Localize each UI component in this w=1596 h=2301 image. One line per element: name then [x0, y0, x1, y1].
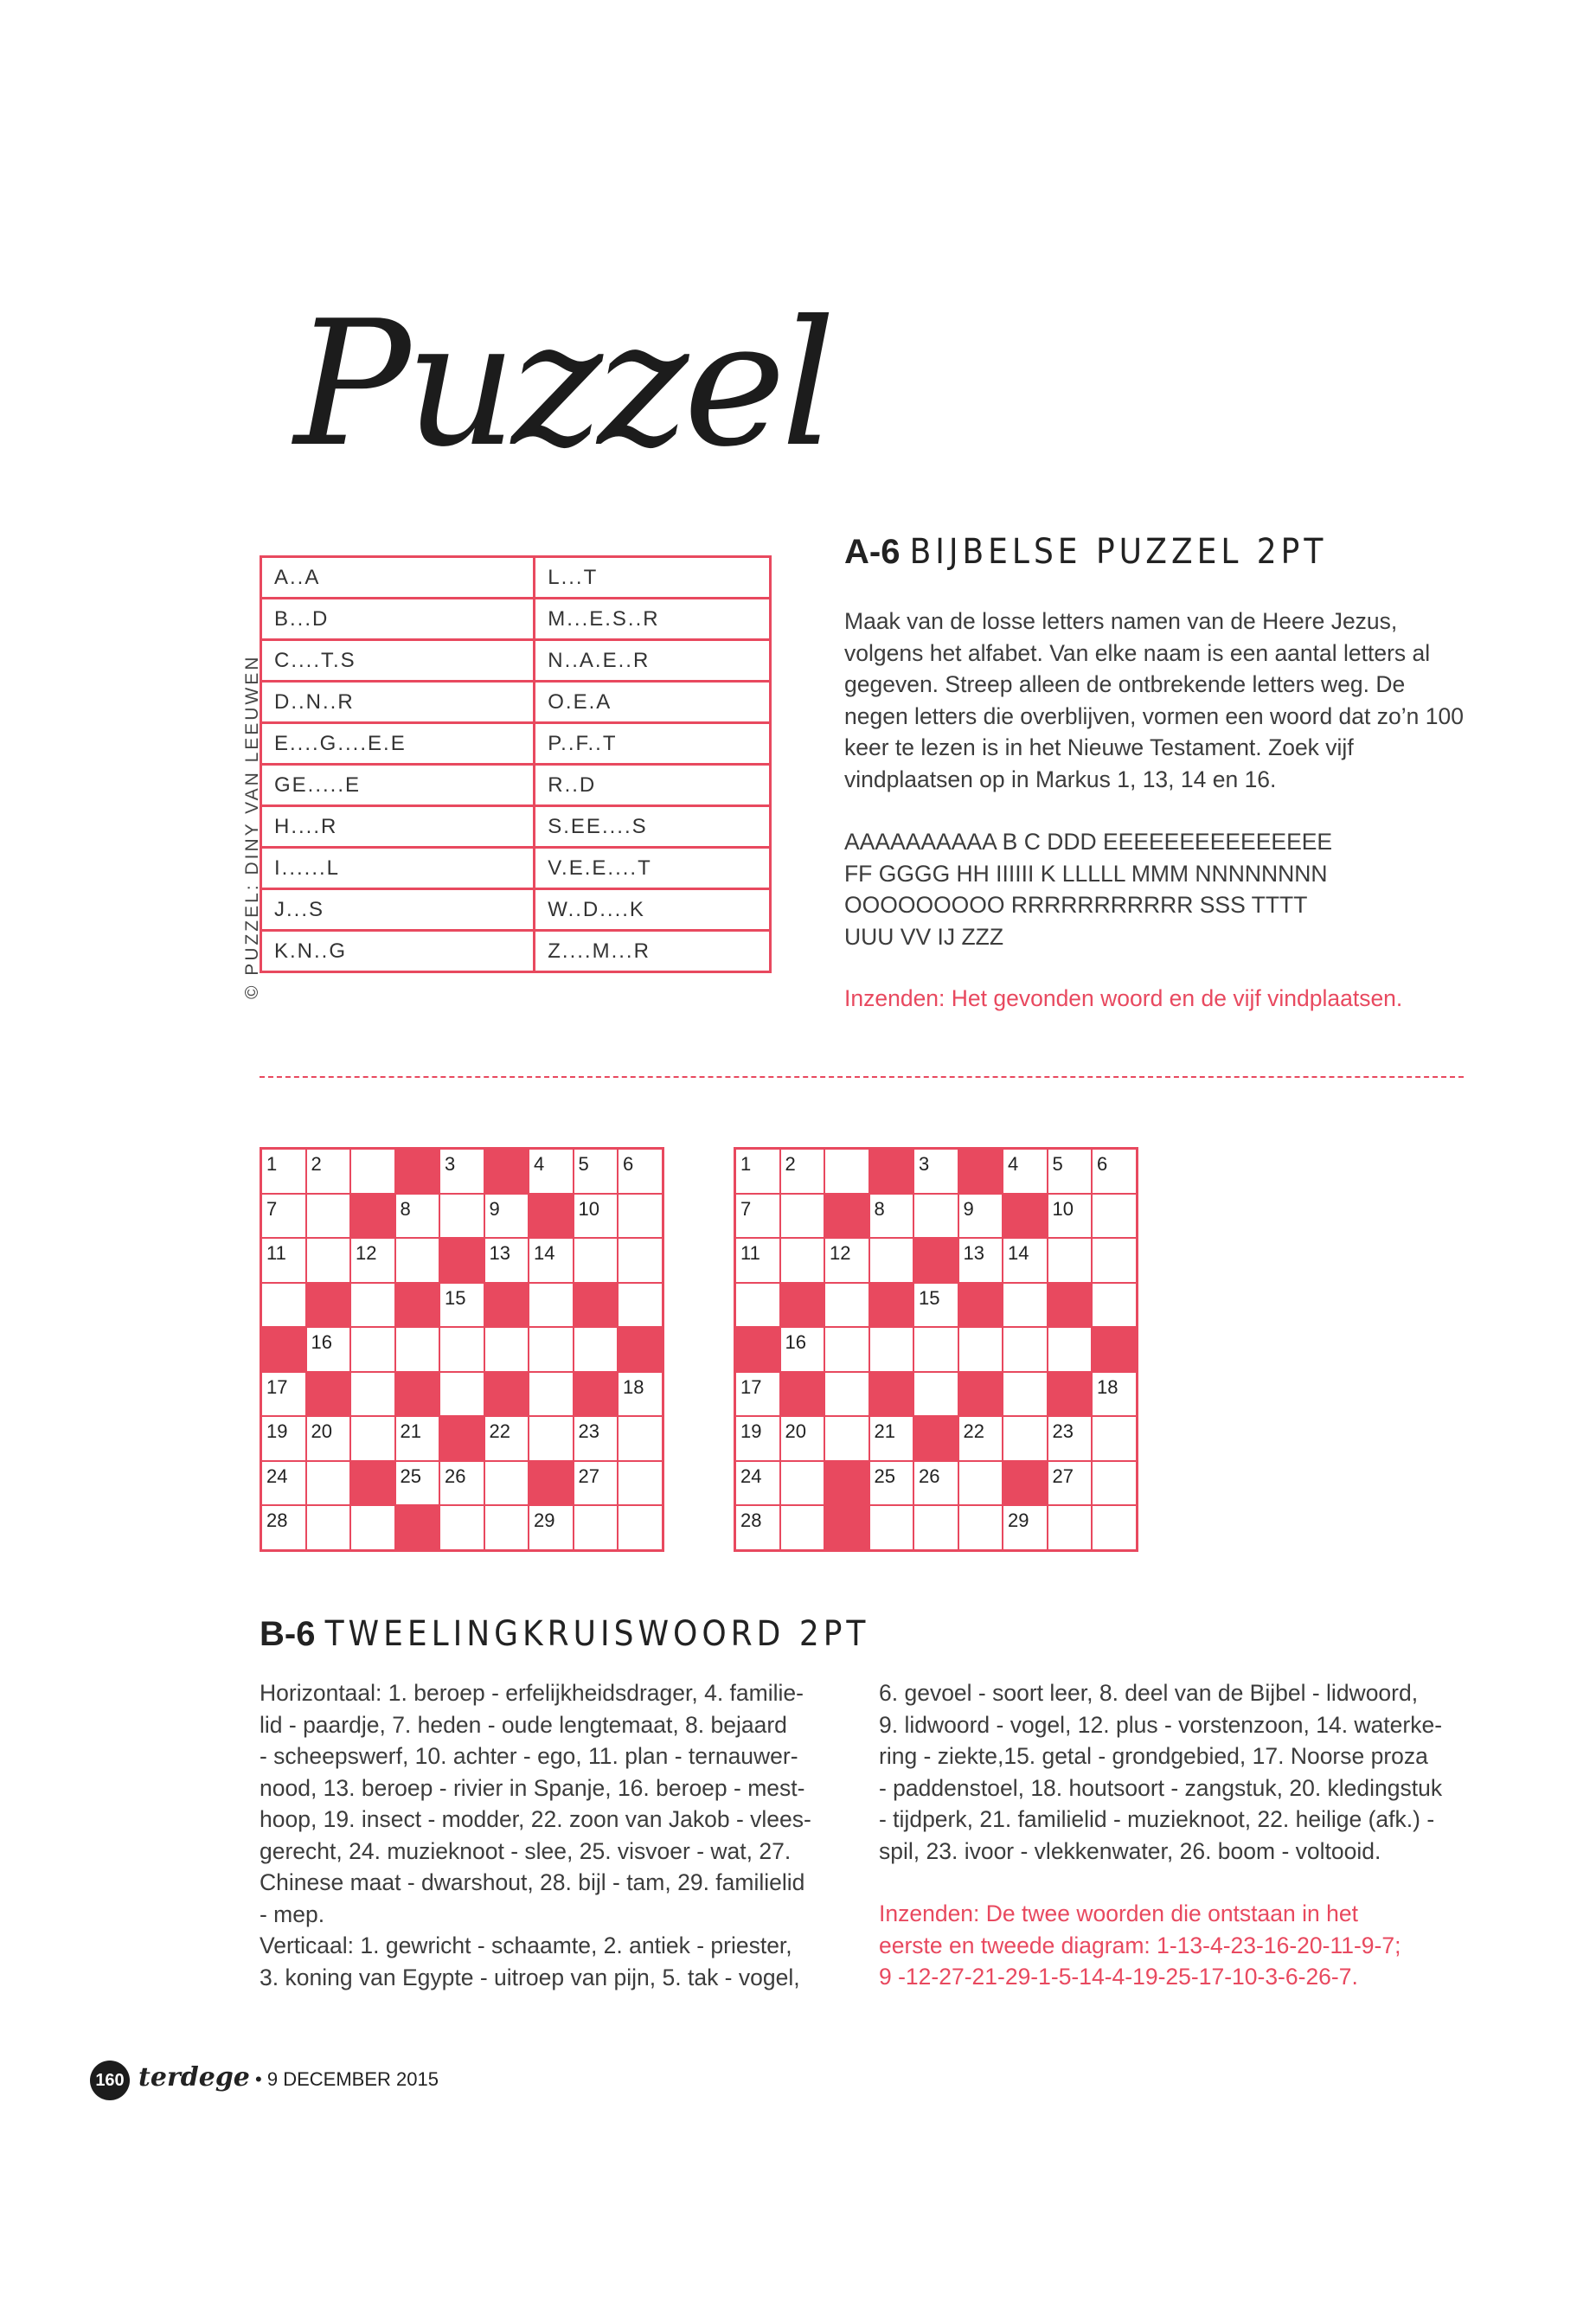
- grid-cell[interactable]: [780, 1505, 825, 1550]
- clue-number: 27: [578, 1465, 599, 1487]
- grid-cell[interactable]: [350, 1416, 395, 1461]
- grid-block: [913, 1416, 958, 1461]
- grid-cell[interactable]: [1003, 1283, 1048, 1328]
- grid-cell[interactable]: [958, 1327, 1003, 1372]
- names-cell: N..A.E..R: [535, 640, 771, 682]
- grid-cell[interactable]: [306, 1505, 351, 1550]
- grid-cell[interactable]: [913, 1149, 958, 1194]
- grid-block: [574, 1283, 619, 1328]
- names-cell: I......L: [261, 848, 535, 889]
- clue-number: 6: [623, 1153, 634, 1175]
- grid-cell[interactable]: [395, 1327, 440, 1372]
- crossword-grid-left: [260, 1147, 664, 1552]
- clue-number: 18: [1097, 1375, 1118, 1398]
- grid-cell[interactable]: [574, 1505, 619, 1550]
- names-cell: C....T.S: [261, 640, 535, 682]
- grid-cell[interactable]: [735, 1461, 780, 1506]
- names-cell: Z....M...R: [535, 931, 771, 972]
- grid-cell[interactable]: [735, 1194, 780, 1239]
- names-row: [261, 557, 771, 599]
- grid-cell[interactable]: [350, 1238, 395, 1283]
- grid-block: [824, 1194, 869, 1239]
- grid-block: [261, 1327, 306, 1372]
- grid-cell[interactable]: [869, 1461, 914, 1506]
- grid-block: [958, 1149, 1003, 1194]
- names-cell: S.EE....S: [535, 806, 771, 848]
- grid-cell[interactable]: [1048, 1149, 1093, 1194]
- names-cell: V.E.E....T: [535, 848, 771, 889]
- footer-separator: •: [255, 2068, 262, 2090]
- grid-cell[interactable]: [618, 1194, 663, 1239]
- clue-number: 8: [400, 1197, 411, 1220]
- puzzle-a-submit: Inzenden: Het gevonden woord en de vijf vindplaatsen.: [844, 985, 1403, 1011]
- names-cell: J...S: [261, 889, 535, 931]
- clue-number: 1: [740, 1153, 752, 1175]
- grid-cell[interactable]: [1092, 1505, 1137, 1550]
- grid-cell[interactable]: [484, 1327, 529, 1372]
- puzzle-a-heading: [844, 532, 1327, 572]
- grid-cell[interactable]: [261, 1461, 306, 1506]
- grid-cell[interactable]: [1092, 1372, 1137, 1417]
- clue-number: 22: [963, 1420, 984, 1442]
- clue-line: - mep.: [260, 1900, 325, 1927]
- grid-cell[interactable]: [780, 1416, 825, 1461]
- names-row: [261, 931, 771, 972]
- grid-cell[interactable]: [439, 1327, 484, 1372]
- grid-cell[interactable]: [395, 1416, 440, 1461]
- grid-block: [350, 1194, 395, 1239]
- clues-right: [879, 1677, 1476, 1867]
- puzzle-credit: © PUZZEL: DINY VAN LEEUWEN: [242, 654, 262, 999]
- clue-number: 28: [266, 1509, 288, 1531]
- grid-block: [350, 1461, 395, 1506]
- grid-block: [395, 1149, 440, 1194]
- clue-line: - paddenstoel, 18. houtsoort - zangstuk, 20. kledingstuk: [879, 1774, 1443, 1801]
- names-row: [261, 640, 771, 682]
- grid-cell[interactable]: [618, 1461, 663, 1506]
- grid-block: [1048, 1283, 1093, 1328]
- clue-number: 22: [489, 1420, 510, 1442]
- grid-cell[interactable]: [1003, 1372, 1048, 1417]
- grid-cell[interactable]: [1003, 1149, 1048, 1194]
- names-cell: A..A: [261, 557, 535, 599]
- clue-number: 15: [919, 1286, 940, 1309]
- puzzle-a-title: BIJBELSE PUZZEL 2PT: [909, 532, 1328, 572]
- clue-number: 2: [311, 1153, 322, 1175]
- clue-line: 6. gevoel - soort leer, 8. deel van de Bijbel - lidwoord,: [879, 1680, 1419, 1706]
- grid-cell[interactable]: [958, 1194, 1003, 1239]
- puzzle-b-code: B-6: [260, 1615, 316, 1653]
- names-cell: L...T: [535, 557, 771, 599]
- grid-cell[interactable]: [1048, 1416, 1093, 1461]
- puzzle-a-letters: [844, 826, 1467, 952]
- names-cell: GE.....E: [261, 765, 535, 806]
- clue-line: ring - ziekte,15. getal - grondgebied, 17. Noorse proza: [879, 1743, 1428, 1769]
- page-title: Puzzel: [294, 284, 831, 485]
- names-cell: P..F..T: [535, 723, 771, 765]
- grid-block: [395, 1372, 440, 1417]
- clue-number: 10: [1052, 1197, 1074, 1220]
- grid-block: [824, 1461, 869, 1506]
- grid-cell[interactable]: [1092, 1416, 1137, 1461]
- letters-line: FF GGGG HH IIIIII K LLLLL MMM NNNNNNNN: [844, 860, 1328, 887]
- grid-block: [484, 1283, 529, 1328]
- clue-line: 9. lidwoord - vogel, 12. plus - vorstenzoon, 14. waterke-: [879, 1711, 1443, 1738]
- grid-cell[interactable]: [484, 1505, 529, 1550]
- grid-cell[interactable]: [1048, 1461, 1093, 1506]
- clue-line: - tijdperk, 21. familielid - muzieknoot, 22. heilige (afk.) -: [879, 1806, 1435, 1832]
- grid-cell[interactable]: [1092, 1149, 1137, 1194]
- clue-number: 19: [266, 1420, 288, 1442]
- puzzle-b-heading: [260, 1614, 869, 1654]
- grid-cell[interactable]: [574, 1416, 619, 1461]
- grid-cell[interactable]: [529, 1238, 574, 1283]
- grid-cell[interactable]: [439, 1194, 484, 1239]
- puzzle-a-code: A-6: [844, 533, 901, 571]
- clue-number: 14: [534, 1242, 555, 1264]
- grid-cell[interactable]: [913, 1461, 958, 1506]
- grid-cell[interactable]: [958, 1461, 1003, 1506]
- names-row: [261, 806, 771, 848]
- names-cell: O.E.A: [535, 682, 771, 723]
- grid-cell[interactable]: [1048, 1194, 1093, 1239]
- grid-cell[interactable]: [529, 1283, 574, 1328]
- grid-cell[interactable]: [735, 1505, 780, 1550]
- clue-line: Horizontaal: 1. beroep - erfelijkheidsdrager, 4. familie-: [260, 1680, 804, 1706]
- grid-cell[interactable]: [913, 1327, 958, 1372]
- grid-cell[interactable]: [780, 1461, 825, 1506]
- grid-cell[interactable]: [529, 1327, 574, 1372]
- grid-cell[interactable]: [529, 1372, 574, 1417]
- clue-line: gerecht, 24. muzieknoot - slee, 25. visvoer - wat, 27.: [260, 1837, 792, 1864]
- names-cell: D..N..R: [261, 682, 535, 723]
- clue-number: 16: [785, 1331, 806, 1353]
- grid-block: [958, 1283, 1003, 1328]
- grid-cell[interactable]: [869, 1194, 914, 1239]
- grid-cell[interactable]: [306, 1238, 351, 1283]
- names-row: [261, 599, 771, 640]
- grid-cell[interactable]: [395, 1461, 440, 1506]
- grid-block: [395, 1505, 440, 1550]
- clue-number: 13: [963, 1242, 984, 1264]
- grid-block: [529, 1194, 574, 1239]
- grid-cell[interactable]: [529, 1416, 574, 1461]
- grid-block: [869, 1283, 914, 1328]
- grid-cell[interactable]: [484, 1238, 529, 1283]
- grid-cell[interactable]: [824, 1149, 869, 1194]
- clue-line: hoop, 19. insect - modder, 22. zoon van Jakob - vlees-: [260, 1806, 811, 1832]
- names-row: [261, 765, 771, 806]
- grid-cell[interactable]: [618, 1238, 663, 1283]
- clue-number: 15: [445, 1286, 466, 1309]
- grid-cell[interactable]: [618, 1372, 663, 1417]
- clue-number: 4: [1008, 1153, 1019, 1175]
- clue-number: 12: [830, 1242, 851, 1264]
- grid-cell[interactable]: [574, 1149, 619, 1194]
- grid-cell[interactable]: [735, 1238, 780, 1283]
- grid-cell[interactable]: [439, 1505, 484, 1550]
- puzzle-b-title: TWEELINGKRUISWOORD 2PT: [324, 1614, 870, 1654]
- grid-cell[interactable]: [869, 1238, 914, 1283]
- names-table: [260, 555, 772, 973]
- grid-cell[interactable]: [1092, 1283, 1137, 1328]
- grid-cell[interactable]: [1003, 1327, 1048, 1372]
- grid-cell[interactable]: [913, 1372, 958, 1417]
- clue-number: 3: [919, 1153, 930, 1175]
- clue-number: 2: [785, 1153, 796, 1175]
- clue-number: 21: [874, 1420, 895, 1442]
- magazine-name: terdege: [138, 2062, 250, 2093]
- grid-cell[interactable]: [824, 1238, 869, 1283]
- grid-cell[interactable]: [395, 1238, 440, 1283]
- grid-cell[interactable]: [350, 1149, 395, 1194]
- clue-number: 4: [534, 1153, 545, 1175]
- grid-block: [306, 1283, 351, 1328]
- grid-block: [824, 1505, 869, 1550]
- submit-line: eerste en tweede diagram: 1-13-4-23-16-20-11-9-7;: [879, 1932, 1401, 1958]
- grid-cell[interactable]: [1003, 1238, 1048, 1283]
- grid-block: [1048, 1372, 1093, 1417]
- grid-cell[interactable]: [439, 1283, 484, 1328]
- grid-block: [439, 1238, 484, 1283]
- grid-cell[interactable]: [439, 1461, 484, 1506]
- clue-number: 13: [489, 1242, 510, 1264]
- clue-number: 5: [1052, 1153, 1063, 1175]
- grid-cell[interactable]: [261, 1416, 306, 1461]
- grid-cell[interactable]: [780, 1194, 825, 1239]
- grid-cell[interactable]: [484, 1461, 529, 1506]
- names-cell: W..D....K: [535, 889, 771, 931]
- clue-number: 11: [740, 1242, 760, 1264]
- grid-block: [1003, 1194, 1048, 1239]
- grid-cell[interactable]: [261, 1149, 306, 1194]
- names-cell: M...E.S..R: [535, 599, 771, 640]
- clue-number: 27: [1052, 1465, 1074, 1487]
- clue-number: 5: [578, 1153, 589, 1175]
- grid-cell[interactable]: [306, 1461, 351, 1506]
- grid-cell[interactable]: [735, 1149, 780, 1194]
- clue-number: 21: [400, 1420, 421, 1442]
- grid-cell[interactable]: [350, 1372, 395, 1417]
- grid-cell[interactable]: [1048, 1327, 1093, 1372]
- grid-cell[interactable]: [869, 1416, 914, 1461]
- grid-cell[interactable]: [306, 1327, 351, 1372]
- grid-block: [439, 1416, 484, 1461]
- grid-cell[interactable]: [350, 1505, 395, 1550]
- grid-cell[interactable]: [1092, 1194, 1137, 1239]
- grid-cell[interactable]: [1003, 1505, 1048, 1550]
- grid-cell[interactable]: [824, 1372, 869, 1417]
- grid-cell[interactable]: [780, 1238, 825, 1283]
- names-cell: E....G....E.E: [261, 723, 535, 765]
- grid-cell[interactable]: [261, 1372, 306, 1417]
- grid-cell[interactable]: [1048, 1238, 1093, 1283]
- clue-number: 20: [785, 1420, 806, 1442]
- grid-block: [1092, 1327, 1137, 1372]
- grid-cell[interactable]: [1003, 1416, 1048, 1461]
- names-cell: R..D: [535, 765, 771, 806]
- clue-line: nood, 13. beroep - rivier in Spanje, 16. beroep - mest-: [260, 1774, 805, 1801]
- grid-cell[interactable]: [824, 1327, 869, 1372]
- grid-cell[interactable]: [958, 1505, 1003, 1550]
- clue-number: 23: [578, 1420, 599, 1442]
- grid-cell[interactable]: [618, 1149, 663, 1194]
- names-row: [261, 682, 771, 723]
- grid-cell[interactable]: [439, 1372, 484, 1417]
- grid-cell[interactable]: [261, 1194, 306, 1239]
- grid-block: [529, 1461, 574, 1506]
- letters-line: UUU VV IJ ZZZ: [844, 923, 1004, 950]
- puzzle-a-intro: Maak van de losse letters namen van de Heere Jezus, volgens het alfabet. Van elke naam is een aantal letters al gegeven. Streep alleen de ontbrekende letters weg. De negen letters die overblijven, vormen een woord dat zo’n 100 keer te lezen is in het Nieuwe Testament. Zoek vijf vindplaatsen op in Markus 1, 13, 14 en 16.: [844, 608, 1464, 792]
- clue-line: Chinese maat - dwarshout, 28. bijl - tam, 29. familielid: [260, 1869, 805, 1895]
- grid-cell[interactable]: [618, 1505, 663, 1550]
- clue-number: 14: [1008, 1242, 1029, 1264]
- grid-block: [869, 1372, 914, 1417]
- grid-block: [780, 1372, 825, 1417]
- grid-cell[interactable]: [574, 1194, 619, 1239]
- section-divider: [260, 1076, 1464, 1078]
- grid-cell[interactable]: [780, 1149, 825, 1194]
- grid-block: [1003, 1461, 1048, 1506]
- clue-number: 6: [1097, 1153, 1108, 1175]
- clue-number: 19: [740, 1420, 762, 1442]
- grid-block: [735, 1327, 780, 1372]
- grid-cell[interactable]: [735, 1283, 780, 1328]
- grid-block: [306, 1372, 351, 1417]
- footer-masthead: [138, 2062, 439, 2093]
- submit-line: 9 -12-27-21-29-1-5-14-4-19-25-17-10-3-6-26-7.: [879, 1964, 1358, 1990]
- grid-cell[interactable]: [574, 1461, 619, 1506]
- grid-cell[interactable]: [824, 1283, 869, 1328]
- grid-cell[interactable]: [913, 1283, 958, 1328]
- grid-cell[interactable]: [958, 1416, 1003, 1461]
- grid-cell[interactable]: [1092, 1238, 1137, 1283]
- grid-cell[interactable]: [439, 1149, 484, 1194]
- grid-cell[interactable]: [261, 1505, 306, 1550]
- grid-cell[interactable]: [618, 1416, 663, 1461]
- clue-number: 10: [578, 1197, 599, 1220]
- grid-cell[interactable]: [350, 1283, 395, 1328]
- grid-cell[interactable]: [484, 1194, 529, 1239]
- crossword-grid-right: [734, 1147, 1138, 1552]
- grid-cell[interactable]: [574, 1238, 619, 1283]
- clue-line: - scheepswerf, 10. achter - ego, 11. plan - ternauwer-: [260, 1743, 798, 1769]
- clue-number: 26: [445, 1465, 466, 1487]
- names-row: [261, 889, 771, 931]
- names-cell: H....R: [261, 806, 535, 848]
- grid-cell[interactable]: [1048, 1505, 1093, 1550]
- grid-cell[interactable]: [618, 1283, 663, 1328]
- clue-number: 25: [874, 1465, 895, 1487]
- grid-block: [913, 1238, 958, 1283]
- clue-number: 9: [963, 1197, 974, 1220]
- grid-cell[interactable]: [529, 1505, 574, 1550]
- clue-number: 7: [740, 1197, 752, 1220]
- clue-number: 18: [623, 1375, 644, 1398]
- grid-cell[interactable]: [574, 1327, 619, 1372]
- issue-date: 9 DECEMBER 2015: [266, 2068, 439, 2090]
- clue-number: 12: [356, 1242, 377, 1264]
- grid-cell[interactable]: [395, 1194, 440, 1239]
- submit-line: Inzenden: De twee woorden die ontstaan in het: [879, 1900, 1358, 1926]
- letters-line: OOOOOOOOO RRRRRRRRRRR SSS TTTT: [844, 892, 1308, 918]
- grid-block: [484, 1372, 529, 1417]
- clue-number: 16: [311, 1331, 332, 1353]
- clue-number: 23: [1052, 1420, 1074, 1442]
- clue-line: spil, 23. ivoor - vlekkenwater, 26. boom - voltooid.: [879, 1837, 1381, 1864]
- clue-number: 17: [740, 1375, 762, 1398]
- clue-number: 3: [445, 1153, 456, 1175]
- grid-cell[interactable]: [958, 1238, 1003, 1283]
- clue-number: 25: [400, 1465, 421, 1487]
- grid-cell[interactable]: [484, 1416, 529, 1461]
- puzzle-b-submit: [879, 1898, 1476, 1993]
- grid-block: [484, 1149, 529, 1194]
- names-row: [261, 723, 771, 765]
- clue-number: 20: [311, 1420, 332, 1442]
- grid-cell[interactable]: [913, 1194, 958, 1239]
- clue-number: 29: [1008, 1509, 1029, 1531]
- grid-cell[interactable]: [913, 1505, 958, 1550]
- letters-line: AAAAAAAAAA B C DDD EEEEEEEEEEEEEEE: [844, 829, 1333, 855]
- clue-number: 11: [266, 1242, 286, 1264]
- grid-cell[interactable]: [1092, 1461, 1137, 1506]
- clue-line: Verticaal: 1. gewricht - schaamte, 2. antiek - priester,: [260, 1932, 792, 1958]
- clue-number: 9: [489, 1197, 500, 1220]
- clue-number: 7: [266, 1197, 278, 1220]
- grid-block: [574, 1372, 619, 1417]
- grid-cell[interactable]: [735, 1416, 780, 1461]
- grid-cell[interactable]: [306, 1416, 351, 1461]
- clue-number: 1: [266, 1153, 278, 1175]
- grid-cell[interactable]: [824, 1416, 869, 1461]
- grid-cell[interactable]: [529, 1149, 574, 1194]
- names-cell: K.N..G: [261, 931, 535, 972]
- grid-cell[interactable]: [780, 1327, 825, 1372]
- grid-cell[interactable]: [869, 1505, 914, 1550]
- grid-cell[interactable]: [261, 1283, 306, 1328]
- grid-cell[interactable]: [350, 1327, 395, 1372]
- grid-block: [958, 1372, 1003, 1417]
- grid-cell[interactable]: [306, 1149, 351, 1194]
- grid-cell[interactable]: [261, 1238, 306, 1283]
- clue-number: 26: [919, 1465, 940, 1487]
- clue-number: 28: [740, 1509, 762, 1531]
- clue-number: 8: [874, 1197, 885, 1220]
- clue-number: 17: [266, 1375, 288, 1398]
- clue-number: 24: [266, 1465, 288, 1487]
- clues-left: [260, 1677, 856, 1993]
- names-cell: B...D: [261, 599, 535, 640]
- page-number: 160: [90, 2061, 130, 2100]
- grid-block: [780, 1283, 825, 1328]
- names-row: [261, 848, 771, 889]
- grid-block: [395, 1283, 440, 1328]
- grid-cell[interactable]: [735, 1372, 780, 1417]
- grid-cell[interactable]: [869, 1327, 914, 1372]
- clue-line: 3. koning van Egypte - uitroep van pijn, 5. tak - vogel,: [260, 1964, 800, 1990]
- grid-block: [618, 1327, 663, 1372]
- clue-line: lid - paardje, 7. heden - oude lengtemaat, 8. bejaard: [260, 1711, 787, 1738]
- clue-number: 24: [740, 1465, 762, 1487]
- grid-block: [869, 1149, 914, 1194]
- clue-number: 29: [534, 1509, 555, 1531]
- grid-cell[interactable]: [306, 1194, 351, 1239]
